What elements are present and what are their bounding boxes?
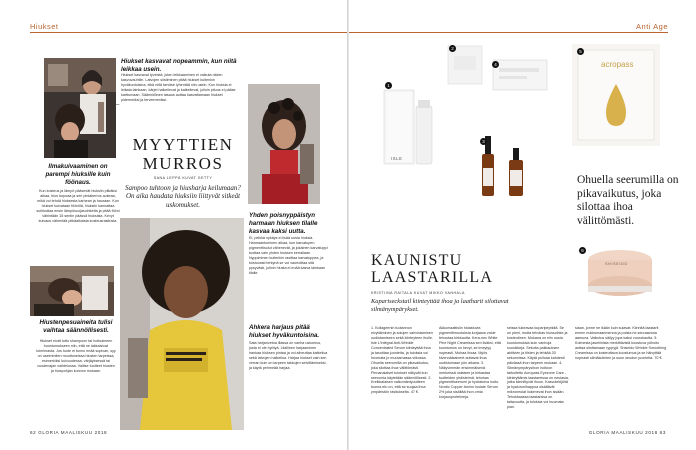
right-folio: GLORIA MAALISKUU 2018 63 <box>588 430 666 435</box>
model-photo <box>120 218 244 430</box>
product-eyezone-box <box>489 54 551 96</box>
text-column-2: Akkumaattisiin hidastuvia pigmenttimuutoksia korjaava voide tehostaa kirkkautta. Kera-nex White Pine Night Creamissa sen lisäksi, että koostumus on kevyt, se imeytyy nopeasti. Muhaa ihoaa. Myös kivennäisaineet auttavat ihoa uudistumaan yön aikana. 3. Näkyvimmän ensimmäisenä merkeissä valaisee ja kirkastaa tuotteiden yhdistelmä, tehokas pigmenttiseerumi ja hydratoiva hoito. Nordic Copper Amino Isolate Serum 2% joka sisältää ihon omia korjausproteiineja. <box>439 326 501 400</box>
item-heading-switch-products: Hiustenpesuaineita tulisi vaihtaa säännöllisesti. <box>39 319 113 334</box>
article-title-right: KAUNISTU LAASTARILLA <box>371 252 494 287</box>
item-heading-air-dry: Ilmakuivaaminen on parempi hiuksille kuin föönaus. <box>45 163 111 186</box>
section-label: Hiukset <box>30 22 59 31</box>
left-page <box>0 0 347 450</box>
product-number-badge: 4 <box>492 61 499 68</box>
intro-heading: Hiukset kasvavat nopeammin, kun niitä leikkaa usein. <box>121 58 237 73</box>
curlers-photo <box>248 84 320 204</box>
text-column-3: seissa tukeavaa kuparipeptidiä. Se on pieni, mutta tehokas hiussuihke ja kosteutinen. Mukana on niin uusia koostumuksia kuin vanhoja suosikkeja. Sekoita pakkauksen aktiivien ja tilsien ja tehkää 30 sekunnissa. Käytä pulloaa kahdesti päivässä ihon tarpeen mukaan. 4. Silmänympärysihon hoitoon tarkoitettu Acropass Eyezone Care -kiinteyttämis laastareissa on neulasia, jotka kiinnittyvät ihoon. Kasvutekijöitä ja hyaluronihappoa sisältävät mikroneulat liukenevat ihon sisään. Tehokkaassa laastarissa on taitavuutta, ja tuloksia voi huomata pian. <box>507 326 569 410</box>
product-label-acropass: acropass <box>601 60 634 69</box>
item-heading-grey-hair: Yhden poisnyppäistyn harmaan hiuksen tilalle kasvaa kaksi uutta. <box>249 212 318 235</box>
article-byline-right: KRISTIINA RAITALA KUVAT MIKKO VANHALA <box>371 291 465 295</box>
product-isle-serum <box>378 76 440 168</box>
item-text-air-dry: Kun kosteus ja lämpö pääsevät hiuksiin pitkäksi aikaa, hius turpoaa ja sen pintakerros aukeaa, mikä voi tehdä hiuksesta karhean ja hauraan. Kun hiukset kuivataan föönillä, hiuksiin kannattaa suihkuttaa ensin lämpösuojasuihketta ja pitää fööni vähintään 15 sentin päässä hiuksista. Kevyt kuivaus vähentää pitkäaikaista kosteusrasitusta. <box>36 189 120 223</box>
section-label-right: Anti Age <box>636 22 668 31</box>
text-column-1: 1. Kollageenin tuotannon elvyttäminen ja solujen vahvistaminen uudistamiseen sekä kiinteyteen iholle. Isle L'Intégral Anti-Wrinkle Concentrated Serum kiinteyttää ihoa ja tasoittaa juonteita, ja tuloksia voi huomata jo muutamassa viikossa. Ohuella seerumilla on pikavaikutus, joka silottaa ihoa välittömästi. Pinnanalaiset tulokset näkyvät kun seerumia käytetään säännöllisesti. 2. Kreikkalaisen valkomäntyuutteen tuoma etu on, että se suojaa ihoa ympäristön rasitukselta. 47 €. <box>371 326 433 395</box>
item-text-brushing: Sata harjanvetoa illassa on vanha uskomus, josta ei ole hyötyä. Liiallinen harjaaminen hankaa hiuksen pintaa ja voi aiheuttaa katkeilua sekä latvojen halkeilua. Harjaa hiukset vain sen verran kuin on tarpeen takkujen selvittämiseksi, ja käytä pehmeää harjaa. <box>249 341 328 370</box>
hair-wash-photo <box>30 266 114 316</box>
product-number-badge: 2 <box>449 45 456 52</box>
pull-quote: Ohuella seerumilla on pikavaikutus, joka silottaa ihoa välittömästi. <box>577 174 679 227</box>
article-title: MYYTTIEN MURROS <box>132 135 234 173</box>
intro-text: Hiukset kasvavat tyveistä, joten leikkaaminen ei vaikuta niiden kasvuvauhtiin. Latvojen siistiminen pitää hiukset kuitenkin hyväkuntoisina, eikä niitä tarvitse lyhentää niin usein. Kun hiuksia ei leikata lainkaan, kärjet halkeilevat ja katkeilevat, jolloin pituus ei pääse karttumaan. Säännöllinen tasaus auttaa kasvattamaan hiukset pidemmiksi ja terveemmiksi. <box>121 73 236 102</box>
product-label-isle: ISLE <box>391 156 403 161</box>
salon-photo <box>44 58 116 158</box>
left-folio: 62 GLORIA MAALISKUU 2018 <box>30 430 108 435</box>
text-column-4: siaan, jonne ne ikään kuin sulavat. Kiinnitä laastarit ennen nukkumaanmenoa ja poista ne seuraavana aamuna. Vaikutus säilyy jopa kaksi vuorokautta. 5. Kolmesta jasmiinista merkittävistä koostuva yöhoito auttaa silottamaan ryppyjä. Shiseido Wrinkle Smoothing Creamissa on kosteuttava koostumus ja se häivyttää nopeasti silmäkulmien ja suun seudun juonteita. 70 €. <box>575 326 667 360</box>
header-rule-right <box>349 32 668 33</box>
article-byline: SANA LEPPÄ KUVAT GETTY <box>153 176 213 180</box>
title-hyphen: – <box>116 102 120 108</box>
product-number-badge: 5 <box>577 48 584 55</box>
right-page <box>349 0 696 450</box>
product-shiseido-cream <box>575 240 665 312</box>
item-heading-brushing: Ahkera harjaus pitää hiukset hyväkuntoisina. <box>249 324 320 339</box>
product-number-badge: 6 <box>579 247 586 254</box>
item-text-switch-products: Hiukset eivät tottu shampoon tai hoitoaineen koostumukseen niin, että ne lakkaisivat toimimasta. Jos tuote ei tunnu enää sopivan, syy on useimmiten muuttuneissa hiusten tarpeissa, esimerkiksi kuivuudessa, värjäyksessä tai vuodenajan vaihtelussa. Valitse tuotteet hiusten ja hiuspohjan kunnon mukaan. <box>36 339 116 373</box>
header-rule <box>30 32 347 33</box>
product-number-badge: 1 <box>385 82 392 89</box>
article-deck-right: Kapariseckstail kiinteyttää ihoa ja laatharit silottavat silmänympärykset. <box>371 298 509 313</box>
product-number-badge: 3 <box>480 138 487 145</box>
product-label-shiseido: SHISEIDO <box>605 262 628 266</box>
item-text-grey-hair: Ei, pelkkä nykäys ei lisää uusia hiuksia. Harmaantuminen alkaa, kun karvatupen pigmenttisolut vähenevät, ja jokainen karvatuppi tuottaa vain yhden hiuksen kerrallaan. Nyppiminen kuitenkin rasittaa karvatuppea, ja toistuvasti tehtynä se voi vaurioittaa sitä pysyvästi, jolloin hiusta ei enää kasva lainkaan tilalle. <box>249 236 328 275</box>
article-deck: Sampoo tuhtoon ja hiusharja keilumaan? On aika haudata hiuksiin liittyvät sitkeät uskomukset. <box>125 184 241 209</box>
